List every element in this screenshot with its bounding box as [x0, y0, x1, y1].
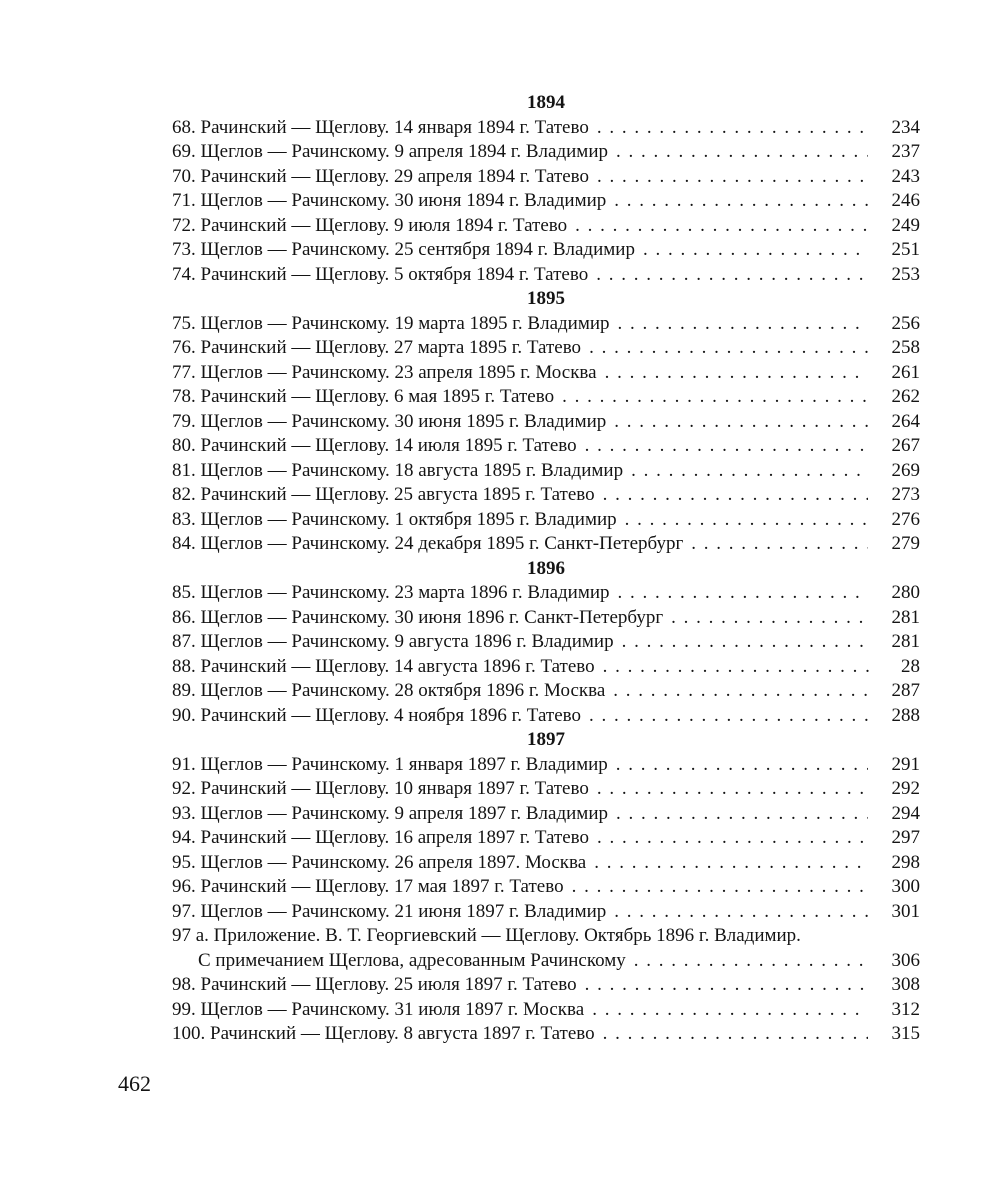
dot-leader — [634, 949, 868, 974]
toc-entry-title: 99. Щеглов — Рачинскому. 31 июля 1897 г. Москва — [172, 998, 585, 1020]
toc-entry — [172, 802, 920, 827]
dot-leader — [613, 679, 867, 704]
toc-entry-page: 297 — [891, 827, 920, 848]
toc-entry-page: 273 — [891, 484, 920, 505]
toc-entry — [172, 532, 920, 557]
toc-entry-page: 312 — [891, 998, 920, 1020]
toc-entry-title: 96. Рачинский — Щеглову. 17 мая 1897 г. Татево — [172, 876, 564, 897]
toc-entry-title: 79. Щеглов — Рачинскому. 30 июня 1895 г. Владимир — [172, 410, 607, 432]
toc-entry-page: 237 — [891, 141, 920, 162]
toc-entry-page: 294 — [891, 802, 920, 824]
toc-entry-page: 28 — [901, 655, 920, 677]
dot-leader — [614, 900, 867, 925]
toc-entry-title: 84. Щеглов — Рачинскому. 24 декабря 1895 г. Санкт-Петербург — [172, 533, 684, 554]
toc-entry-page: 262 — [891, 386, 920, 407]
toc-entry-page: 315 — [891, 1023, 920, 1044]
toc-entry — [172, 704, 920, 729]
dot-leader — [597, 116, 868, 141]
toc-entry-title: 76. Рачинский — Щеглову. 27 марта 1895 г. Татево — [172, 337, 582, 358]
toc-entry-page: 306 — [891, 949, 920, 971]
toc-entry-title: 75. Щеглов — Рачинскому. 19 марта 1895 г. Владимир — [172, 312, 610, 334]
toc-entry-title: 83. Щеглов — Рачинскому. 1 октября 1895 г. Владимир — [172, 508, 617, 530]
dot-leader — [616, 140, 868, 165]
dot-leader — [562, 385, 867, 410]
toc-entry-title: 77. Щеглов — Рачинскому. 23 апреля 1895 г. Москва — [172, 361, 597, 383]
toc-entry — [172, 606, 920, 631]
dot-leader — [605, 361, 868, 386]
toc-entry-page: 264 — [891, 410, 920, 432]
toc-entry-page: 258 — [891, 337, 920, 358]
toc-entry — [172, 777, 920, 802]
dot-leader — [691, 532, 867, 557]
toc-entry — [172, 630, 920, 655]
toc-entry-title: 97. Щеглов — Рачинскому. 21 июня 1897 г. Владимир — [172, 900, 607, 922]
toc-entry — [172, 753, 920, 778]
toc-entry — [172, 459, 920, 484]
dot-leader — [585, 973, 868, 998]
toc-entry-page: 269 — [891, 459, 920, 481]
toc-entry — [172, 116, 920, 141]
toc-entry-page: 308 — [891, 974, 920, 995]
toc-entry — [172, 508, 920, 533]
toc-entry — [172, 875, 920, 900]
toc-entry-page: 298 — [891, 851, 920, 873]
toc-entry-page: 281 — [891, 631, 920, 652]
toc-entry-title: 80. Рачинский — Щеглову. 14 июля 1895 г. Татево — [172, 435, 577, 456]
toc-entry — [172, 140, 920, 165]
toc-entry — [172, 385, 920, 410]
toc-entry — [172, 189, 920, 214]
toc-entry-title: 74. Рачинский — Щеглову. 5 октября 1894 г. Татево — [172, 263, 589, 285]
dot-leader — [618, 581, 868, 606]
toc-entry-title: 90. Рачинский — Щеглову. 4 ноября 1896 г. Татево — [172, 704, 581, 726]
dot-leader — [614, 410, 867, 435]
toc-entry-title: 85. Щеглов — Рачинскому. 23 марта 1896 г. Владимир — [172, 582, 610, 603]
dot-leader — [572, 875, 868, 900]
dot-leader — [575, 214, 867, 239]
table-of-contents — [172, 91, 920, 1047]
toc-entry-page: 291 — [891, 753, 920, 775]
toc-entry-title: 69. Щеглов — Рачинскому. 9 апреля 1894 г. Владимир — [172, 141, 608, 162]
toc-entry — [172, 949, 920, 974]
toc-entry — [172, 410, 920, 435]
toc-entry-heading: 97 а. Приложение. В. Т. Георгиевский — Щеглову. Октябрь 1896 г. Владимир. — [172, 925, 801, 946]
dot-leader — [671, 606, 867, 631]
toc-entry-title: 72. Рачинский — Щеглову. 9 июля 1894 г. Татево — [172, 214, 568, 236]
year-heading: 1895 — [527, 288, 565, 309]
toc-entry-page: 256 — [891, 312, 920, 334]
toc-entry-page: 287 — [891, 680, 920, 701]
toc-entry — [172, 312, 920, 337]
toc-entry — [172, 655, 920, 680]
toc-entry — [172, 851, 920, 876]
dot-leader — [631, 459, 867, 484]
dot-leader — [597, 826, 867, 851]
year-heading: 1897 — [527, 729, 565, 750]
dot-leader — [594, 851, 867, 876]
dot-leader — [603, 655, 877, 680]
toc-entry-title: 93. Щеглов — Рачинскому. 9 апреля 1897 г. Владимир — [172, 802, 608, 824]
toc-entry — [172, 581, 920, 606]
toc-entry — [172, 483, 920, 508]
toc-entry-page: 280 — [891, 582, 920, 603]
dot-leader — [597, 165, 867, 190]
toc-entry-title: 82. Рачинский — Щеглову. 25 августа 1895 г. Татево — [172, 484, 595, 505]
toc-entry-page: 300 — [891, 876, 920, 897]
toc-entry-title: 78. Рачинский — Щеглову. 6 мая 1895 г. Татево — [172, 386, 555, 407]
toc-entry-title: 73. Щеглов — Рачинскому. 25 сентября 1894 г. Владимир — [172, 239, 635, 260]
toc-entry — [172, 238, 920, 263]
toc-entry — [172, 679, 920, 704]
toc-entry-title: 98. Рачинский — Щеглову. 25 июля 1897 г. Татево — [172, 974, 577, 995]
toc-entry-page: 253 — [891, 263, 920, 285]
toc-entry — [172, 998, 920, 1023]
toc-entry-title: 95. Щеглов — Рачинскому. 26 апреля 1897. Москва — [172, 851, 587, 873]
toc-entry-page: 243 — [891, 165, 920, 187]
toc-entry-page: 246 — [891, 190, 920, 211]
dot-leader — [589, 336, 867, 361]
dot-leader — [625, 508, 868, 533]
toc-entry — [172, 336, 920, 361]
dot-leader — [596, 263, 867, 288]
toc-entry — [172, 973, 920, 998]
toc-entry-title: С примечанием Щеглова, адресованным Рачинскому — [198, 949, 626, 971]
toc-entry-page: 261 — [891, 361, 920, 383]
toc-entry — [172, 214, 920, 239]
toc-entry-title: 68. Рачинский — Щеглову. 14 января 1894 г. Татево — [172, 116, 589, 138]
toc-entry — [172, 361, 920, 386]
toc-entry-title: 94. Рачинский — Щеглову. 16 апреля 1897 г. Татево — [172, 827, 590, 848]
page-number: 462 — [118, 1071, 151, 1096]
toc-entry-title: 86. Щеглов — Рачинскому. 30 июня 1896 г. Санкт-Петербург — [172, 606, 664, 628]
toc-entry — [172, 263, 920, 288]
toc-entry-page: 251 — [891, 239, 920, 260]
toc-entry-title: 92. Рачинский — Щеглову. 10 января 1897 г. Татево — [172, 778, 589, 799]
toc-entry-title: 91. Щеглов — Рачинскому. 1 января 1897 г. Владимир — [172, 753, 608, 775]
dot-leader — [622, 630, 868, 655]
toc-entry-page: 281 — [891, 606, 920, 628]
toc-entry-page: 234 — [891, 116, 920, 138]
toc-entry-page: 288 — [891, 704, 920, 726]
toc-entry-title: 81. Щеглов — Рачинскому. 18 августа 1895 г. Владимир — [172, 459, 624, 481]
dot-leader — [616, 802, 868, 827]
dot-leader — [643, 238, 868, 263]
dot-leader — [603, 483, 868, 508]
dot-leader — [618, 312, 868, 337]
toc-entry-title: 71. Щеглов — Рачинскому. 30 июня 1894 г. Владимир — [172, 190, 607, 211]
dot-leader — [603, 1022, 868, 1047]
toc-entry-title: 88. Рачинский — Щеглову. 14 августа 1896 г. Татево — [172, 655, 595, 677]
toc-entry-page: 292 — [891, 778, 920, 799]
toc-entry-title: 70. Рачинский — Щеглову. 29 апреля 1894 г. Татево — [172, 165, 590, 187]
toc-entry — [172, 826, 920, 851]
dot-leader — [592, 998, 867, 1023]
dot-leader — [616, 753, 868, 778]
toc-entry — [172, 434, 920, 459]
toc-entry — [172, 900, 920, 925]
dot-leader — [585, 434, 868, 459]
dot-leader — [597, 777, 868, 802]
toc-entry-page: 301 — [891, 900, 920, 922]
toc-entry-page: 279 — [891, 533, 920, 554]
dot-leader — [614, 189, 867, 214]
toc-entry-title: 87. Щеглов — Рачинскому. 9 августа 1896 г. Владимир — [172, 631, 614, 652]
dot-leader — [589, 704, 868, 729]
toc-entry-page: 267 — [891, 435, 920, 456]
toc-entry — [172, 165, 920, 190]
toc-entry-page: 276 — [891, 508, 920, 530]
toc-entry-title: 89. Щеглов — Рачинскому. 28 октября 1896 г. Москва — [172, 680, 606, 701]
toc-entry-title: 100. Рачинский — Щеглову. 8 августа 1897 г. Татево — [172, 1023, 595, 1044]
toc-entry-page: 249 — [891, 214, 920, 236]
year-heading: 1894 — [527, 92, 565, 113]
toc-entry — [172, 1022, 920, 1047]
year-heading: 1896 — [527, 557, 565, 579]
